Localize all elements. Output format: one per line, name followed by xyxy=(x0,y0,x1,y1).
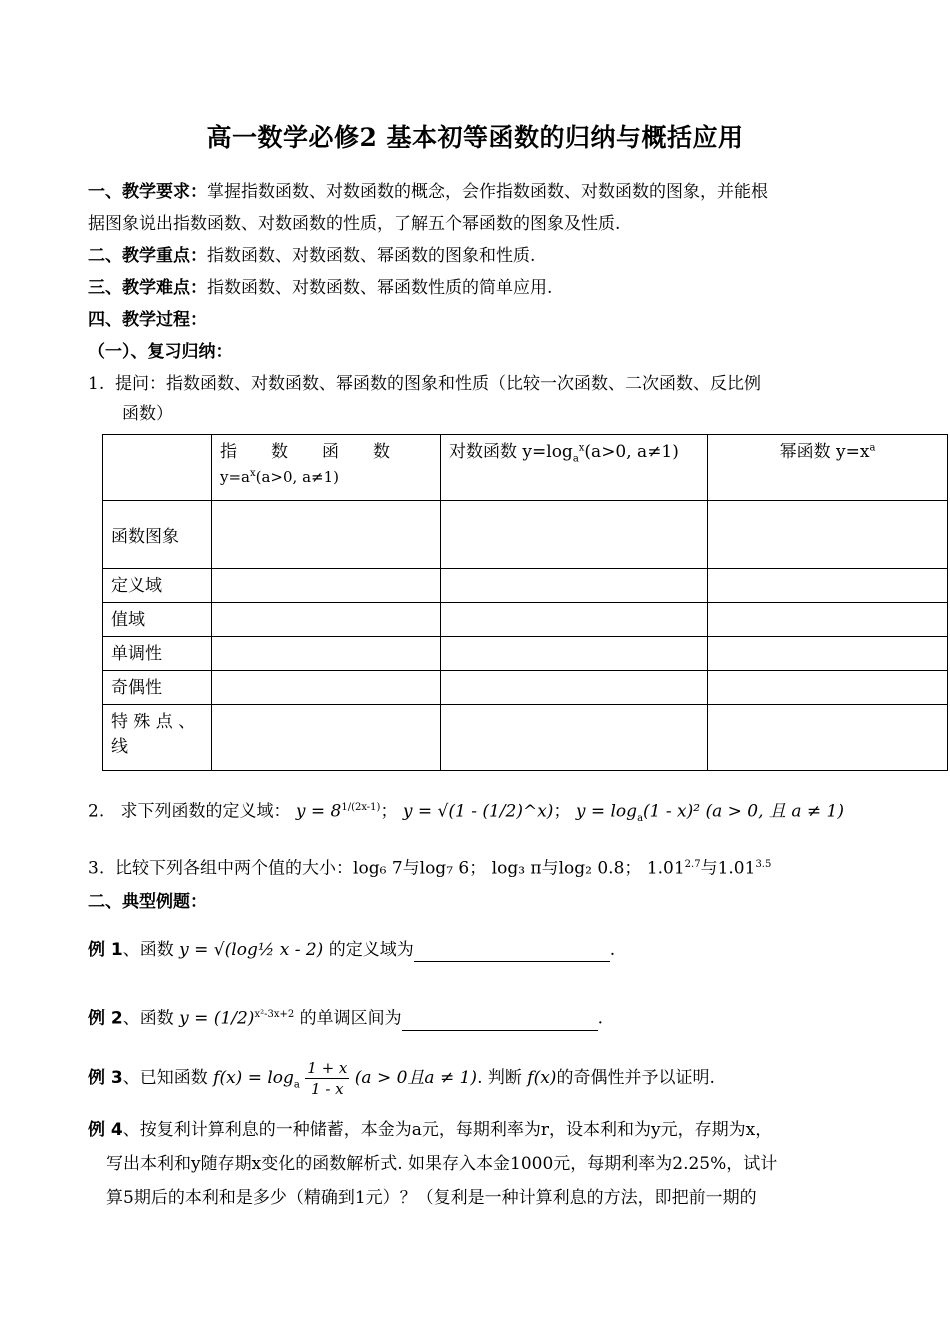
difficulty-label: 三、教学难点： xyxy=(88,278,207,298)
question-2-line: 2. 求下列函数的定义域： $y = 8^{1/(2x-1)}$； y = √(1 - (1/2)^x)； $y = \log_a(1 - x)^2$ (a > 0, 且 a ≠ 1) xyxy=(88,801,844,825)
question-2-text: 求下列函数的定义域： xyxy=(120,801,291,822)
difficulty-line xyxy=(88,276,552,300)
log-header-cond: (a>0, a≠1) xyxy=(584,442,679,462)
log-header-text: 对数函数 y=log xyxy=(449,442,573,462)
example-1-end: . xyxy=(609,940,616,960)
example-1-answer-blank[interactable] xyxy=(414,943,610,962)
example-3-fx: f(x) xyxy=(527,1068,557,1088)
exp-header-line-1: 指 数 函 数 xyxy=(220,442,390,462)
example-3-tail: 的奇偶性并予以证明. xyxy=(556,1068,715,1088)
exp-formula-cond: (a>0, a≠1) xyxy=(255,468,339,486)
q3-pair-2: log₃ π与log₂ 0.8 xyxy=(491,858,625,879)
question-1-text: 提问：指数函数、对数函数、幂函数的图象和性质（比较一次函数、二次函数、反比例 xyxy=(115,374,762,394)
table-cell xyxy=(708,603,948,637)
table-header-power xyxy=(708,435,948,501)
power-header-text: 幂函数 y=x xyxy=(779,442,870,462)
log-header-sup: x xyxy=(578,442,585,454)
question-1-line-2: 函数） xyxy=(122,404,173,424)
question-1-number: 1. xyxy=(88,374,105,394)
row-label-special-1: 特 殊 点 、 xyxy=(111,712,196,732)
example-1-post: 的定义域为 xyxy=(328,940,414,960)
example-1-line xyxy=(88,938,615,962)
example-3-line xyxy=(88,1058,715,1099)
exp-formula-sup: x xyxy=(250,468,256,479)
q2-formula-3-tail: (1 - x)² (a > 0, 且 a ≠ 1) xyxy=(643,801,844,822)
q3-pair-3-mid: 与1.01 xyxy=(700,858,756,879)
example-4-line-1 xyxy=(88,1118,772,1142)
q2-formula-2: y = √(1 - (1/2)^x) xyxy=(402,801,554,822)
example-2-label: 例 2 xyxy=(88,1008,123,1029)
row-label-graph: 函数图象 xyxy=(103,501,212,569)
table-cell xyxy=(708,705,948,771)
row-label-parity: 奇偶性 xyxy=(103,671,212,705)
example-3-fraction xyxy=(305,1058,349,1099)
exp-formula: y=a xyxy=(220,468,250,486)
log-header-sub: a xyxy=(572,453,579,465)
row-label-special xyxy=(103,705,212,771)
example-2-exp: x²-3x+2 xyxy=(254,1009,295,1020)
page-title: 高一数学必修2 基本初等函数的归纳与概括应用 xyxy=(206,123,744,152)
q3-pair-3: 1.01 xyxy=(646,858,685,879)
key-points-label: 二、教学重点： xyxy=(88,246,207,266)
example-2-formula: y = (1/2) xyxy=(179,1008,255,1029)
q3-pair-3-exp: 2.7 xyxy=(684,859,701,870)
question-3-text: 比较下列各组中两个值的大小： xyxy=(115,858,354,879)
exp-header-line-2 xyxy=(220,468,432,486)
review-heading: （一）、复习归纳： xyxy=(88,342,233,362)
example-4-text-1: 、按复利计算利息的一种储蓄，本金为a元，每期利率为r，设本利和为y元，存期为x， xyxy=(122,1120,773,1140)
question-3-number: 3. xyxy=(88,858,105,879)
example-3-sub: a xyxy=(293,1079,300,1091)
power-header-sup: a xyxy=(869,442,876,454)
example-2-pre: 、函数 xyxy=(122,1008,174,1029)
table-row xyxy=(103,637,948,671)
example-3-label: 例 3 xyxy=(88,1068,123,1088)
table-cell xyxy=(708,569,948,603)
example-1-label: 例 1 xyxy=(88,940,123,960)
table-cell xyxy=(441,501,708,569)
table-row xyxy=(103,705,948,771)
table-cell xyxy=(441,603,708,637)
q3-pair-3-exp2: 3.5 xyxy=(755,859,772,870)
question-3-line: 3. 比较下列各组中两个值的大小：log₆ 7与log₇ 6； log₃ π与log₂ 0.8； $1.01^{2.7}$与$1.01^{3.5}$ xyxy=(88,858,772,879)
process-heading: 四、教学过程： xyxy=(88,310,207,330)
question-1-line-1 xyxy=(88,372,761,396)
q3-pair-1: log₆ 7与log₇ 6 xyxy=(353,858,470,879)
examples-heading: 二、典型例题： xyxy=(88,892,207,912)
table-cell xyxy=(708,637,948,671)
review-table xyxy=(102,434,948,771)
example-3-condition: (a > 0且a ≠ 1) xyxy=(354,1068,478,1088)
row-label-domain: 定义域 xyxy=(103,569,212,603)
example-3-denominator: 1 - x xyxy=(311,1080,344,1098)
table-header-logarithm xyxy=(441,435,708,501)
example-2-post: 的单调区间为 xyxy=(299,1008,402,1029)
key-points-text: 指数函数、对数函数、幂函数的图象和性质. xyxy=(207,246,536,266)
table-row xyxy=(103,671,948,705)
table-header-row xyxy=(103,435,948,501)
q2-formula-3-sub: a xyxy=(637,813,644,825)
requirements-line-2: 据图象说出指数函数、对数函数的性质，了解五个幂函数的图象及性质. xyxy=(88,214,621,234)
row-label-special-2: 线 xyxy=(111,737,128,757)
table-row xyxy=(103,501,948,569)
requirements-label: 一、教学要求： xyxy=(88,182,207,202)
example-4-label: 例 4 xyxy=(88,1120,123,1140)
table-corner-cell xyxy=(103,435,212,501)
table-cell xyxy=(441,569,708,603)
row-label-monotonicity: 单调性 xyxy=(103,637,212,671)
example-1-pre: 、函数 xyxy=(122,940,174,960)
table-cell xyxy=(708,671,948,705)
table-row xyxy=(103,603,948,637)
example-4-line-3: 算5期后的本利和是多少（精确到1元）？（复利是一种计算利息的方法，即把前一期的 xyxy=(106,1188,757,1208)
table-cell xyxy=(212,705,441,771)
requirements-line-1 xyxy=(88,180,768,204)
example-1-formula: y = √(log½ x - 2) xyxy=(179,940,324,960)
q2-formula-3: y = log xyxy=(575,801,638,822)
table-row xyxy=(103,569,948,603)
table-header-exponential xyxy=(212,435,441,501)
row-label-range: 值域 xyxy=(103,603,212,637)
table-cell xyxy=(212,569,441,603)
key-points-line xyxy=(88,244,535,268)
example-3-formula: f(x) = log xyxy=(213,1068,294,1088)
q2-formula-1-exp: 1/(2x-1) xyxy=(341,802,381,813)
example-3-post: . 判断 xyxy=(477,1068,522,1088)
table-cell xyxy=(441,705,708,771)
example-2-end: . xyxy=(597,1008,604,1029)
table-cell xyxy=(708,501,948,569)
question-2-number: 2. xyxy=(88,801,105,822)
q2-formula-1: y = 8 xyxy=(295,801,342,822)
table-cell xyxy=(212,671,441,705)
example-3-numerator: 1 + x xyxy=(307,1059,348,1077)
example-4-line-2: 写出本利和y随存期x变化的函数解析式. 如果存入本金1000元，每期利率为2.25%，试计 xyxy=(106,1154,778,1174)
table-cell xyxy=(212,637,441,671)
example-3-pre: 、已知函数 xyxy=(122,1068,208,1088)
example-2-line xyxy=(88,1003,603,1031)
requirements-text: 掌握指数函数、对数函数的概念，会作指数函数、对数函数的图象，并能根 xyxy=(207,182,768,202)
table-cell xyxy=(441,671,708,705)
example-2-answer-blank[interactable] xyxy=(402,1012,598,1031)
difficulty-text: 指数函数、对数函数、幂函数性质的简单应用. xyxy=(207,278,553,298)
table-cell xyxy=(441,637,708,671)
table-cell xyxy=(212,501,441,569)
table-cell xyxy=(212,603,441,637)
